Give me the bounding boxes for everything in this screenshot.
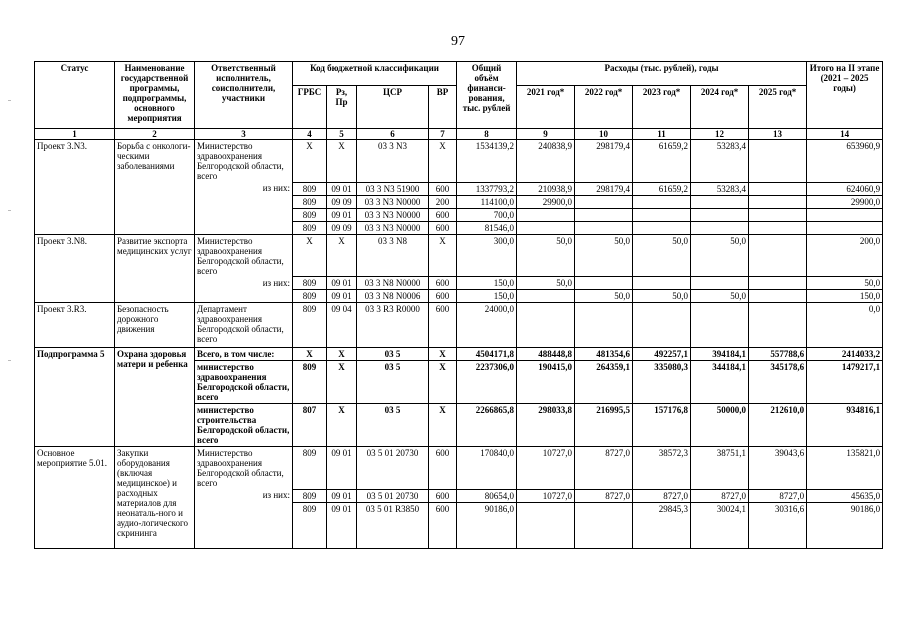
rzpr-cell: 09 01	[327, 502, 357, 549]
table-row	[35, 234, 883, 277]
y2025-cell: 8727,0	[749, 489, 807, 502]
y2022-cell: 481354,6	[575, 348, 633, 361]
total-cell: 80654,0	[457, 489, 517, 502]
header-rzpr: Рз, Пр	[327, 86, 357, 129]
vr-cell: 600	[429, 182, 457, 195]
rzpr-cell: 09 01	[327, 447, 357, 490]
y2022-cell	[575, 195, 633, 208]
y2022-cell: 50,0	[575, 234, 633, 277]
y2023-cell	[633, 195, 691, 208]
total-cell: 2237306,0	[457, 361, 517, 404]
y2022-cell: 216995,5	[575, 404, 633, 447]
y2022-cell: 298179,4	[575, 140, 633, 183]
y2024-cell: 50000,0	[691, 404, 749, 447]
col-number: 5	[327, 129, 357, 140]
y2024-cell: 38751,1	[691, 447, 749, 490]
vr-cell: 600	[429, 208, 457, 221]
rzpr-cell: X	[327, 404, 357, 447]
rzpr-cell: 09 01	[327, 489, 357, 502]
rzpr-cell: 09 01	[327, 290, 357, 303]
grbs-cell: X	[293, 348, 327, 361]
vr-cell: 600	[429, 277, 457, 290]
y2021-cell	[517, 221, 575, 234]
header-total-fin: Общий объём финанси-рования, тыс. рублей	[457, 62, 517, 129]
y2025-cell	[749, 140, 807, 183]
csr-cell: 03 5	[357, 361, 429, 404]
page-number: 97	[451, 34, 465, 49]
vr-cell: X	[429, 361, 457, 404]
y2025-cell	[749, 234, 807, 277]
total-cell: 150,0	[457, 290, 517, 303]
responsible-cell: Департамент здравоохранения Белгородской области, всего	[195, 303, 293, 348]
itogo-cell: 90186,0	[807, 502, 883, 549]
responsible-cell-empty	[195, 290, 293, 303]
y2024-cell	[691, 277, 749, 290]
rzpr-cell: 09 01	[327, 208, 357, 221]
y2021-cell: 298033,8	[517, 404, 575, 447]
table-row	[35, 303, 883, 348]
csr-cell: 03 3 N8 N0000	[357, 277, 429, 290]
y2022-cell: 8727,0	[575, 447, 633, 490]
csr-cell: 03 3 R3 R0000	[357, 303, 429, 348]
table-row	[35, 140, 883, 183]
csr-cell: 03 5 01 20730	[357, 447, 429, 490]
csr-cell: 03 5	[357, 348, 429, 361]
vr-cell: 600	[429, 502, 457, 549]
grbs-cell: 809	[293, 447, 327, 490]
y2021-cell: 29900,0	[517, 195, 575, 208]
grbs-cell: 807	[293, 404, 327, 447]
total-cell: 81546,0	[457, 221, 517, 234]
grbs-cell: 809	[293, 182, 327, 195]
itogo-cell: 45635,0	[807, 489, 883, 502]
header-2022: 2022 год*	[575, 86, 633, 129]
csr-cell: 03 3 N3 51900	[357, 182, 429, 195]
col-number: 9	[517, 129, 575, 140]
iz-nih-cell: из них:	[195, 277, 293, 290]
responsible-cell: Министерство здравоохранения Белгородской области, всего	[195, 234, 293, 277]
total-cell: 1534139,2	[457, 140, 517, 183]
col-number: 3	[195, 129, 293, 140]
itogo-cell: 50,0	[807, 277, 883, 290]
y2024-cell	[691, 221, 749, 234]
itogo-cell: 29900,0	[807, 195, 883, 208]
y2025-cell	[749, 182, 807, 195]
table-header	[35, 62, 883, 140]
vr-cell: 600	[429, 447, 457, 490]
y2023-cell: 61659,2	[633, 140, 691, 183]
itogo-cell: 135821,0	[807, 447, 883, 490]
total-cell: 24000,0	[457, 303, 517, 348]
name-cell: Охрана здоровья матери и ребенка	[115, 348, 195, 447]
status-cell: Проект 3.N3.	[35, 140, 115, 235]
y2024-cell: 8727,0	[691, 489, 749, 502]
col-number: 10	[575, 129, 633, 140]
csr-cell: 03 3 N3 N0000	[357, 221, 429, 234]
responsible-cell-empty	[195, 208, 293, 221]
rzpr-cell: X	[327, 348, 357, 361]
header-csr: ЦСР	[357, 86, 429, 129]
y2021-cell	[517, 290, 575, 303]
csr-cell: 03 3 N3	[357, 140, 429, 183]
y2023-cell: 29845,3	[633, 502, 691, 549]
status-cell: Основное мероприятие 5.01.	[35, 447, 115, 549]
y2023-cell	[633, 221, 691, 234]
y2021-cell	[517, 208, 575, 221]
y2021-cell: 10727,0	[517, 489, 575, 502]
y2024-cell: 53283,4	[691, 182, 749, 195]
itogo-cell: 200,0	[807, 234, 883, 277]
y2025-cell: 557788,6	[749, 348, 807, 361]
table-row	[35, 447, 883, 490]
y2021-cell: 488448,8	[517, 348, 575, 361]
header-budget-code: Код бюджетной классификации	[293, 62, 457, 86]
y2021-cell: 50,0	[517, 234, 575, 277]
y2025-cell	[749, 277, 807, 290]
y2025-cell: 345178,6	[749, 361, 807, 404]
csr-cell: 03 3 N3 N0000	[357, 208, 429, 221]
responsible-cell-empty	[195, 221, 293, 234]
vr-cell: 600	[429, 489, 457, 502]
y2023-cell: 157176,8	[633, 404, 691, 447]
csr-cell: 03 3 N8	[357, 234, 429, 277]
y2021-cell	[517, 502, 575, 549]
responsible-cell: Министерство здравоохранения Белгородской области, всего	[195, 447, 293, 490]
name-cell: Безопасность дорожного движения	[115, 303, 195, 348]
iz-nih-cell: из них:	[195, 489, 293, 502]
rzpr-cell: 09 09	[327, 221, 357, 234]
header-2025: 2025 год*	[749, 86, 807, 129]
y2023-cell: 8727,0	[633, 489, 691, 502]
col-number: 14	[807, 129, 883, 140]
y2024-cell	[691, 195, 749, 208]
responsible-cell: министерство строительства Белгородской области, всего	[195, 404, 293, 447]
csr-cell: 03 3 N3 N0000	[357, 195, 429, 208]
y2024-cell: 344184,1	[691, 361, 749, 404]
y2022-cell: 264359,1	[575, 361, 633, 404]
header-name: Наименование государственной программы, подпрограммы, основного мероприятия	[115, 62, 195, 129]
itogo-cell: 653960,9	[807, 140, 883, 183]
y2025-cell	[749, 290, 807, 303]
y2022-cell	[575, 303, 633, 348]
rzpr-cell: 09 01	[327, 182, 357, 195]
y2023-cell: 50,0	[633, 234, 691, 277]
total-cell: 150,0	[457, 277, 517, 290]
csr-cell: 03 5 01 R3850	[357, 502, 429, 549]
rzpr-cell: 09 04	[327, 303, 357, 348]
grbs-cell: X	[293, 234, 327, 277]
y2023-cell	[633, 277, 691, 290]
col-number: 1	[35, 129, 115, 140]
y2023-cell: 492257,1	[633, 348, 691, 361]
y2021-cell: 190415,0	[517, 361, 575, 404]
grbs-cell: 809	[293, 361, 327, 404]
y2024-cell: 50,0	[691, 290, 749, 303]
y2021-cell	[517, 303, 575, 348]
itogo-cell: 2414033,2	[807, 348, 883, 361]
rzpr-cell: X	[327, 234, 357, 277]
csr-cell: 03 5	[357, 404, 429, 447]
grbs-cell: 809	[293, 303, 327, 348]
budget-table	[34, 61, 883, 549]
y2021-cell: 240838,9	[517, 140, 575, 183]
grbs-cell: 809	[293, 290, 327, 303]
col-number: 6	[357, 129, 429, 140]
itogo-cell: 1479217,1	[807, 361, 883, 404]
header-grbs: ГРБС	[293, 86, 327, 129]
name-cell: Развитие экспорта медицинских услуг	[115, 234, 195, 303]
itogo-cell: 624060,9	[807, 182, 883, 195]
col-number: 7	[429, 129, 457, 140]
itogo-cell: 934816,1	[807, 404, 883, 447]
rzpr-cell: 09 09	[327, 195, 357, 208]
total-cell: 300,0	[457, 234, 517, 277]
rzpr-cell: 09 01	[327, 277, 357, 290]
y2023-cell: 335080,3	[633, 361, 691, 404]
vr-cell: 600	[429, 303, 457, 348]
grbs-cell: X	[293, 140, 327, 183]
y2024-cell: 30024,1	[691, 502, 749, 549]
vr-cell: 600	[429, 221, 457, 234]
header-expenses: Расходы (тыс. рублей), годы	[517, 62, 807, 86]
responsible-cell: Министерство здравоохранения Белгородской области, всего	[195, 140, 293, 183]
y2021-cell: 50,0	[517, 277, 575, 290]
y2021-cell: 10727,0	[517, 447, 575, 490]
itogo-cell: 150,0	[807, 290, 883, 303]
total-cell: 170840,0	[457, 447, 517, 490]
vr-cell: X	[429, 404, 457, 447]
total-cell: 90186,0	[457, 502, 517, 549]
itogo-cell: 0,0	[807, 303, 883, 348]
col-number: 13	[749, 129, 807, 140]
total-cell: 114100,0	[457, 195, 517, 208]
y2022-cell	[575, 502, 633, 549]
status-cell: Проект 3.R3.	[35, 303, 115, 348]
y2024-cell: 50,0	[691, 234, 749, 277]
col-number: 2	[115, 129, 195, 140]
itogo-cell	[807, 221, 883, 234]
responsible-cell: министерство здравоохранения Белгородской области, всего	[195, 361, 293, 404]
vr-cell: 200	[429, 195, 457, 208]
y2025-cell	[749, 195, 807, 208]
y2023-cell	[633, 208, 691, 221]
y2023-cell: 50,0	[633, 290, 691, 303]
y2025-cell: 212610,0	[749, 404, 807, 447]
grbs-cell: 809	[293, 208, 327, 221]
vr-cell: X	[429, 140, 457, 183]
header-status: Статус	[35, 62, 115, 129]
header-2021: 2021 год*	[517, 86, 575, 129]
grbs-cell: 809	[293, 221, 327, 234]
col-number: 12	[691, 129, 749, 140]
y2025-cell: 39043,6	[749, 447, 807, 490]
status-cell: Подпрограмма 5	[35, 348, 115, 447]
y2022-cell	[575, 208, 633, 221]
y2024-cell	[691, 208, 749, 221]
vr-cell: X	[429, 234, 457, 277]
grbs-cell: 809	[293, 277, 327, 290]
header-responsible: Ответственный исполнитель, соисполнители, участники	[195, 62, 293, 129]
status-cell: Проект 3.N8.	[35, 234, 115, 303]
y2023-cell: 61659,2	[633, 182, 691, 195]
y2022-cell: 8727,0	[575, 489, 633, 502]
y2024-cell: 394184,1	[691, 348, 749, 361]
responsible-cell-empty	[195, 502, 293, 549]
rzpr-cell: X	[327, 361, 357, 404]
header-itogo: Итого на II этапе (2021 – 2025 годы)	[807, 62, 883, 129]
header-2024: 2024 год*	[691, 86, 749, 129]
total-cell: 700,0	[457, 208, 517, 221]
itogo-cell	[807, 208, 883, 221]
y2022-cell: 298179,4	[575, 182, 633, 195]
total-cell: 1337793,2	[457, 182, 517, 195]
vr-cell: X	[429, 348, 457, 361]
total-cell: 2266865,8	[457, 404, 517, 447]
header-vr: ВР	[429, 86, 457, 129]
y2023-cell	[633, 303, 691, 348]
csr-cell: 03 3 N8 N0006	[357, 290, 429, 303]
grbs-cell: 809	[293, 489, 327, 502]
table-row	[35, 348, 883, 361]
y2022-cell	[575, 277, 633, 290]
y2024-cell: 53283,4	[691, 140, 749, 183]
y2025-cell	[749, 221, 807, 234]
column-number-row	[35, 129, 883, 140]
name-cell: Борьба с онкологи-ческими заболеваниями	[115, 140, 195, 235]
total-cell: 4504171,8	[457, 348, 517, 361]
col-number: 8	[457, 129, 517, 140]
y2022-cell	[575, 221, 633, 234]
y2025-cell	[749, 303, 807, 348]
y2023-cell: 38572,3	[633, 447, 691, 490]
responsible-cell: Всего, в том числе:	[195, 348, 293, 361]
y2021-cell: 210938,9	[517, 182, 575, 195]
grbs-cell: 809	[293, 502, 327, 549]
iz-nih-cell: из них:	[195, 182, 293, 195]
table-body	[35, 140, 883, 549]
rzpr-cell: X	[327, 140, 357, 183]
vr-cell: 600	[429, 290, 457, 303]
header-2023: 2023 год*	[633, 86, 691, 129]
responsible-cell-empty	[195, 195, 293, 208]
y2025-cell	[749, 208, 807, 221]
grbs-cell: 809	[293, 195, 327, 208]
csr-cell: 03 5 01 20730	[357, 489, 429, 502]
name-cell: Закупки оборудования (включая медицинское) и расходных материалов для неонаталь-ного и аудио-логического скрининга	[115, 447, 195, 549]
col-number: 4	[293, 129, 327, 140]
y2025-cell: 30316,6	[749, 502, 807, 549]
col-number: 11	[633, 129, 691, 140]
y2022-cell: 50,0	[575, 290, 633, 303]
y2024-cell	[691, 303, 749, 348]
